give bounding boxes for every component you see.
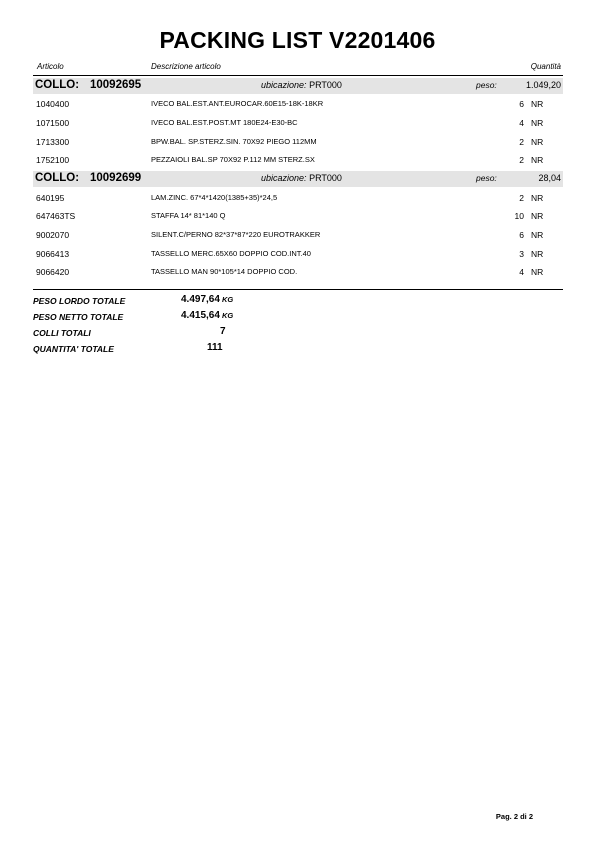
item-unit: NR <box>531 211 544 221</box>
peso-value: 1.049,20 <box>525 80 561 90</box>
header-articolo: Articolo <box>37 62 64 71</box>
item-qty: 2 <box>519 137 524 147</box>
peso-lordo-number: 4.497,64 <box>181 294 220 305</box>
item-desc: STAFFA 14* 81*140 Q <box>151 211 226 220</box>
peso-netto-label: PESO NETTO TOTALE <box>33 312 124 322</box>
item-unit: NR <box>531 193 544 203</box>
peso-value: 28,04 <box>538 173 561 183</box>
colli-totali-label: COLLI TOTALI <box>33 328 91 338</box>
quantita-totale-label: QUANTITA' TOTALE <box>33 344 114 354</box>
item-qty: 6 <box>519 99 524 109</box>
item-desc: SILENT.C/PERNO 82*37*87*220 EUROTRAKKER <box>151 230 321 239</box>
item-desc: PEZZAIOLI BAL.SP 70X92 P.112 MM STERZ.SX <box>151 155 315 164</box>
item-unit: NR <box>531 99 544 109</box>
peso-netto-unit: KG <box>221 311 234 320</box>
item-unit: NR <box>531 137 544 147</box>
item-qty: 4 <box>519 267 524 277</box>
item-code: 1071500 <box>36 118 70 128</box>
item-code: 9066413 <box>36 249 70 259</box>
item-qty: 6 <box>519 230 524 240</box>
collo-bar-2 <box>33 171 563 187</box>
item-unit: NR <box>531 155 544 165</box>
item-qty: 3 <box>519 249 524 259</box>
item-unit: NR <box>531 249 544 259</box>
item-unit: NR <box>531 267 544 277</box>
header-rule <box>33 75 563 76</box>
ubicazione-label: ubicazione: <box>261 80 307 90</box>
table-row <box>33 152 563 170</box>
table-row <box>33 264 563 282</box>
item-unit: NR <box>531 230 544 240</box>
ubicazione <box>261 80 342 90</box>
item-desc: TASSELLO MERC.65X60 DOPPIO COD.INT.40 <box>151 249 311 258</box>
item-code: 647463TS <box>36 211 76 221</box>
item-code: 640195 <box>36 193 65 203</box>
page-number: Pag. 2 di 2 <box>495 812 533 821</box>
document-title: PACKING LIST V2201406 <box>159 27 436 53</box>
item-qty: 4 <box>519 118 524 128</box>
totals-rule <box>33 289 563 290</box>
item-qty: 10 <box>514 211 524 221</box>
item-qty: 2 <box>519 193 524 203</box>
item-code: 1040400 <box>36 99 70 109</box>
peso-lordo-unit: KG <box>221 295 234 304</box>
item-desc: IVECO BAL.EST.ANT.EUROCAR.60E15-18K-18KR <box>151 99 324 108</box>
collo-number: 10092699 <box>90 172 142 184</box>
item-code: 9066420 <box>36 267 70 277</box>
ubicazione-value: PRT000 <box>309 173 342 183</box>
table-row <box>33 96 563 114</box>
header-quantita: Quantità <box>530 62 561 71</box>
item-qty: 2 <box>519 155 524 165</box>
item-code: 9002070 <box>36 230 70 240</box>
peso-label: peso: <box>476 173 497 183</box>
header-descrizione: Descrizione articolo <box>151 62 221 71</box>
collo-bar-1 <box>33 78 563 94</box>
collo-label: COLLO: <box>35 79 80 91</box>
peso-label: peso: <box>476 80 497 90</box>
ubicazione <box>261 173 342 183</box>
item-desc: IVECO BAL.EST.POST.MT 180E24-E30-BC <box>151 118 298 127</box>
table-row <box>33 134 563 152</box>
item-desc: BPW.BAL. SP.STERZ.SIN. 70X92 PIEGO 112MM <box>151 137 317 146</box>
item-code: 1713300 <box>36 137 70 147</box>
peso-lordo-value <box>181 294 233 305</box>
item-unit: NR <box>531 118 544 128</box>
table-row <box>33 208 563 226</box>
item-code: 1752100 <box>36 155 70 165</box>
quantita-totale-value: 111 <box>207 342 223 353</box>
peso-netto-value <box>181 310 233 321</box>
collo-number: 10092695 <box>90 79 142 91</box>
peso-lordo-label: PESO LORDO TOTALE <box>33 296 126 306</box>
table-row <box>33 246 563 264</box>
colli-totali-value: 7 <box>220 326 226 337</box>
collo-label: COLLO: <box>35 172 80 184</box>
table-row <box>33 227 563 245</box>
item-desc: TASSELLO MAN 90*105*14 DOPPIO COD. <box>151 267 298 276</box>
ubicazione-value: PRT000 <box>309 80 342 90</box>
item-desc: LAM.ZINC. 67*4*1420(1385+35)*24,5 <box>151 193 278 202</box>
ubicazione-label: ubicazione: <box>261 173 307 183</box>
peso-netto-number: 4.415,64 <box>181 310 220 321</box>
table-row <box>33 115 563 133</box>
table-row <box>33 190 563 208</box>
